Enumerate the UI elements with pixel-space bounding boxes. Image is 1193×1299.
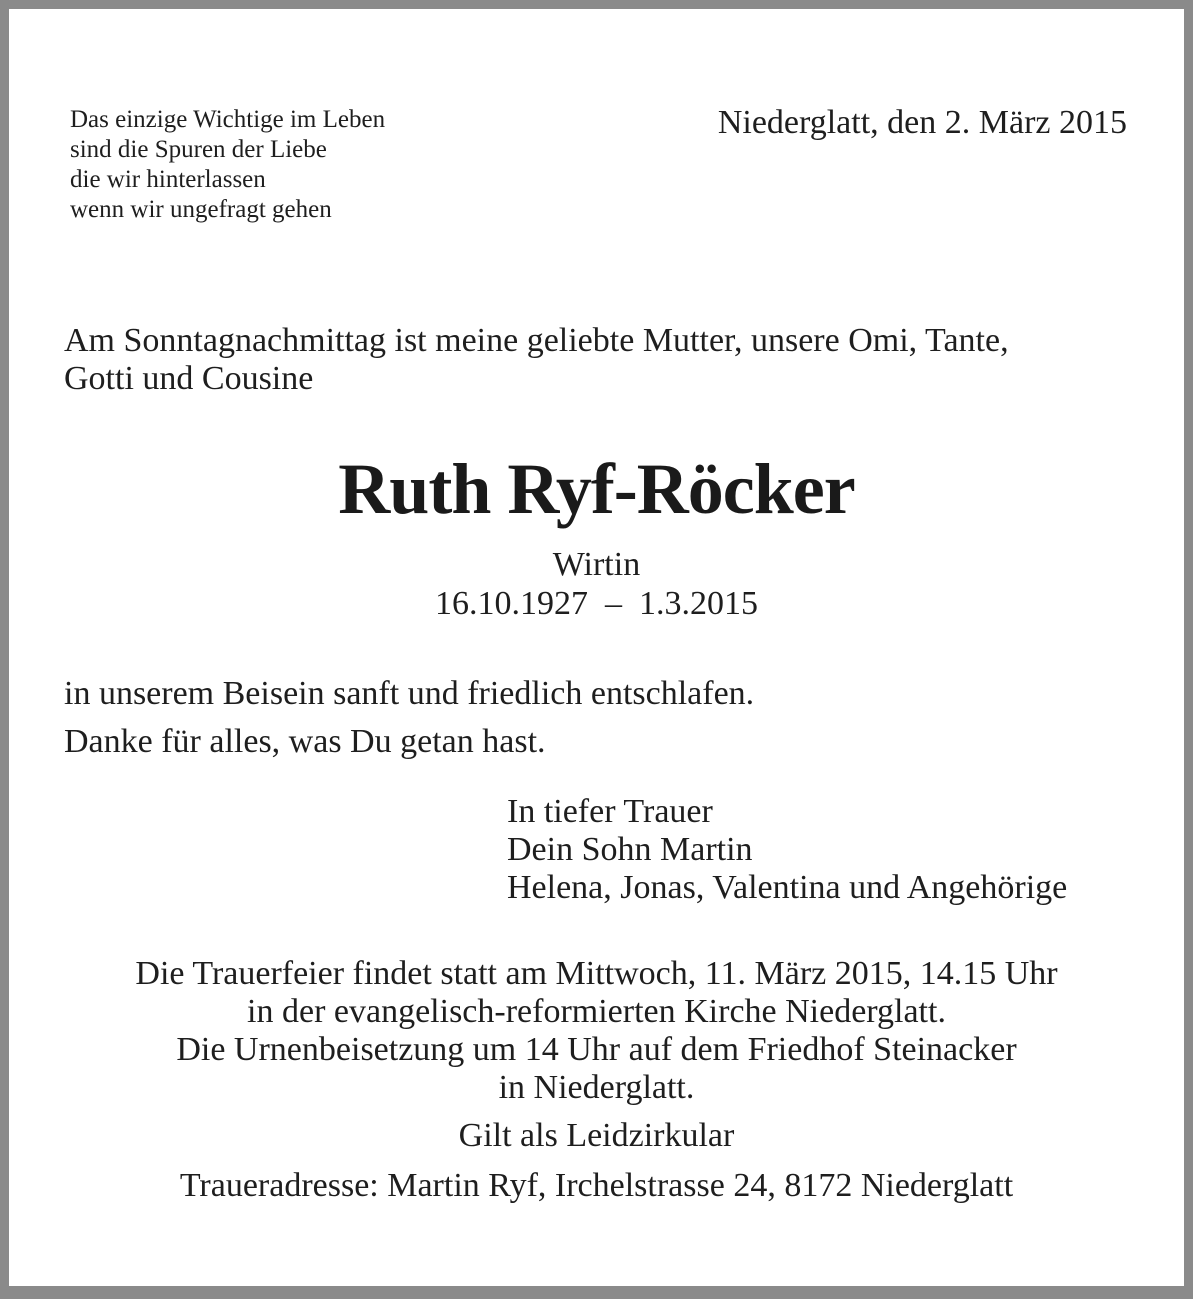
intro-text [64,322,1009,398]
obituary-notice [9,9,1184,1286]
circular-note: Gilt als Leidzirkular [458,1117,735,1154]
deceased-name: Ruth Ryf-Röcker [338,449,855,529]
motto-line: sind die Spuren der Liebe [70,136,327,163]
mourners-line: Helena, Jonas, Valentina und Angehörige [507,869,1068,906]
place-and-date: Niederglatt, den 2. März 2015 [717,104,1127,141]
intro-line: Am Sonntagnachmittag ist meine geliebte Mutter, unsere Omi, Tante, [64,322,1009,359]
deceased-occupation: Wirtin [552,546,641,583]
service-line: in der evangelisch-reformierten Kirche Niederglatt. [247,993,946,1030]
service-details [9,955,1184,1205]
mourning-address: Traueradresse: Martin Ryf, Irchelstrasse 24, 8172 Niederglatt [179,1167,1014,1204]
motto-line: die wir hinterlassen [70,166,266,193]
mourners-line: Dein Sohn Martin [507,831,753,868]
passing-text: in unserem Beisein sanft und friedlich entschlafen. [64,675,755,712]
service-line: Die Trauerfeier findet statt am Mittwoch, 11. März 2015, 14.15 Uhr [135,955,1058,992]
thanks-text: Danke für alles, was Du getan hast. [64,723,546,760]
motto-line: Das einzige Wichtige im Leben [70,106,386,133]
deceased-lifespan: 16.10.1927 – 1.3.2015 [435,585,758,622]
mourners-line: In tiefer Trauer [507,793,713,830]
motto-line: wenn wir ungefragt gehen [70,196,332,223]
service-line: Die Urnenbeisetzung um 14 Uhr auf dem Friedhof Steinacker [176,1031,1017,1068]
mourners-signature [507,793,1067,907]
intro-line: Gotti und Cousine [64,360,314,397]
service-line: in Niederglatt. [498,1069,695,1106]
motto-quote [70,105,385,225]
